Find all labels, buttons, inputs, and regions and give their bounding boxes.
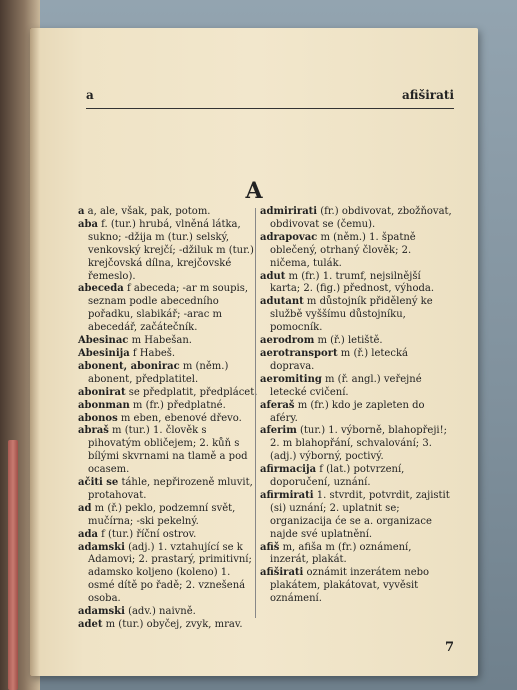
dictionary-entry xyxy=(78,529,260,542)
entry-definition: se předplatit, předplácet. xyxy=(125,386,258,398)
dictionary-entry xyxy=(260,374,452,400)
header-rule xyxy=(86,108,454,109)
dictionary-entry xyxy=(78,283,260,335)
entry-definition: f Habeš. xyxy=(129,347,176,359)
page-number: 7 xyxy=(444,640,454,655)
dictionary-page xyxy=(30,28,478,676)
dictionary-entry xyxy=(78,206,260,219)
entry-headword: adamski xyxy=(78,606,125,618)
section-letter: A xyxy=(245,178,263,204)
entry-definition: m (ř.) letecká doprava. xyxy=(270,347,408,372)
entry-headword: abonman xyxy=(78,399,130,411)
entry-definition: f abeceda; -ar m soupis, seznam podle abecedního pořadku, slabikář; -arac m abecedář, začátečník. xyxy=(88,283,248,334)
left-column xyxy=(78,206,260,632)
dictionary-entry xyxy=(260,296,452,335)
page-gutter xyxy=(30,28,40,676)
right-column xyxy=(260,206,452,606)
entry-definition: (adj.) 1. vztahující se k Adamovi; 2. prastarý, primitivní; adamsko koljeno (koleno) 1. osmé dítě po řadě; 2. vznešená osoba. xyxy=(88,541,252,605)
entry-definition: 1. stvrdit, potvrdit, zajistit (si) uznání; 2. uplatnit se; organizacija će se a. organizace najde své uplatnění. xyxy=(270,489,450,540)
entry-headword: aerodrom xyxy=(260,335,315,347)
dictionary-entry xyxy=(260,348,452,374)
entry-headword: adutant xyxy=(260,296,304,308)
dictionary-entry xyxy=(260,542,452,568)
entry-headword: a xyxy=(78,206,85,217)
dictionary-entry xyxy=(78,477,260,503)
entry-headword: afirmacija xyxy=(260,464,317,476)
entry-definition: m (ř.) peklo, podzemní svět, mučírna; -ski pekelný. xyxy=(88,502,236,527)
entry-definition: m, afiša m (fr.) oznámení, inzerát, plakát. xyxy=(270,541,412,566)
entry-definition: (fr.) obdivovat, zbožňovat, obdivovat se (čemu). xyxy=(270,206,452,230)
entry-headword: aba xyxy=(78,218,98,230)
dictionary-entry xyxy=(78,503,260,529)
entry-headword: aerotransport xyxy=(260,347,338,359)
entry-definition: m eben, ebenové dřevo. xyxy=(117,412,242,424)
dictionary-entry xyxy=(260,567,452,606)
dictionary-entry xyxy=(260,490,452,542)
dictionary-entry xyxy=(260,464,452,490)
entry-definition: táhle, nepřirozeně mluvit, protahovat. xyxy=(88,477,253,501)
entry-definition: m (tur.) obyčej, zvyk, mrav. xyxy=(102,619,243,630)
entry-definition: m (fr.) 1. trumf, nejsilnější karta; 2. (fig.) přednost, výhoda. xyxy=(270,270,435,295)
dictionary-entry xyxy=(78,413,260,426)
entry-headword: abonirat xyxy=(78,386,126,398)
entry-definition: m (ř.) letiště. xyxy=(314,335,383,347)
dictionary-entry xyxy=(260,271,452,297)
entry-definition: m (fr.) kdo je zapleten do aféry. xyxy=(270,399,425,424)
entry-definition: m (fr.) předplatné. xyxy=(129,399,226,411)
dictionary-entry xyxy=(78,335,260,348)
entry-headword: ačiti se xyxy=(78,477,119,489)
dictionary-entry xyxy=(78,219,260,284)
dictionary-entry xyxy=(78,542,260,607)
entry-headword: admirirati xyxy=(260,206,318,217)
header-left: a xyxy=(86,88,94,102)
entry-headword: ad xyxy=(78,502,92,514)
entry-definition: a, ale, však, pak, potom. xyxy=(84,206,211,217)
entry-definition: m (něm.) abonent, předplatitel. xyxy=(88,360,229,385)
entry-headword: afiš xyxy=(260,541,280,553)
dictionary-entry xyxy=(78,619,260,632)
entry-definition: (adv.) naivně. xyxy=(124,606,196,618)
entry-headword: afirmirati xyxy=(260,489,314,501)
dictionary-entry xyxy=(78,361,260,387)
entry-definition: f (tur.) říční ostrov. xyxy=(97,528,197,540)
entry-headword: aferim xyxy=(260,425,297,437)
entry-definition: oznámit inzerátem nebo plakátem, plakátovat, vyvěsit oznámení. xyxy=(270,567,430,605)
entry-headword: Abesinac xyxy=(78,335,129,347)
entry-headword: aferaš xyxy=(260,399,295,411)
dictionary-entry xyxy=(78,348,260,361)
entry-headword: adamski xyxy=(78,541,125,553)
entry-definition: m (ř. angl.) veřejné letecké cvičení. xyxy=(270,373,422,398)
entry-headword: aeromiting xyxy=(260,373,322,385)
entry-definition: f (lat.) potvrzení, doporučení, uznání. xyxy=(270,464,405,489)
entry-headword: abeceda xyxy=(78,283,124,295)
dictionary-entry xyxy=(260,335,452,348)
entry-definition: m důstojník přidělený ke službě vyššímu důstojníku, pomocník. xyxy=(270,296,433,334)
column-divider xyxy=(255,208,256,618)
dictionary-entry xyxy=(78,606,260,619)
entry-definition: f. (tur.) hrubá, vlněná látka, sukno; -džija m (tur.) selský, venkovský krejčí; -džiluk m (tur.) krejčovská dílna, krejčovské řemeslo). xyxy=(88,218,254,282)
dictionary-entry xyxy=(78,387,260,400)
header-right: afiširati xyxy=(401,88,454,102)
dictionary-entry xyxy=(78,400,260,413)
bookmark-ribbon xyxy=(8,440,18,690)
entry-headword: ada xyxy=(78,528,98,540)
dictionary-entry xyxy=(260,425,452,464)
entry-definition: (tur.) 1. výborně, blahopřeji!; 2. m blahopřání, schvalování; 3. (adj.) výborný, poctivý. xyxy=(270,425,448,463)
dictionary-entry xyxy=(260,206,452,232)
entry-definition: m (tur.) 1. člověk s pihovatým obličejem; 2. kůň s bílými skvrnami na tlamě a pod ocasem. xyxy=(88,425,248,476)
entry-headword: abonos xyxy=(78,412,118,424)
entry-headword: adet xyxy=(78,619,103,630)
entry-definition: m (něm.) 1. špatně oblečený, otrhaný člověk; 2. ničema, tulák. xyxy=(270,231,416,269)
running-header xyxy=(86,88,454,112)
entry-headword: abraš xyxy=(78,425,109,437)
entry-headword: afiširati xyxy=(260,567,304,579)
dictionary-entry xyxy=(260,400,452,426)
entry-definition: m Habešan. xyxy=(128,335,192,347)
entry-headword: adrapovac xyxy=(260,231,318,243)
dictionary-entry xyxy=(78,425,260,477)
entry-headword: adut xyxy=(260,270,286,282)
dictionary-entry xyxy=(260,232,452,271)
entry-headword: abonent, abonirac xyxy=(78,360,180,372)
entry-headword: Abesinija xyxy=(78,347,130,359)
